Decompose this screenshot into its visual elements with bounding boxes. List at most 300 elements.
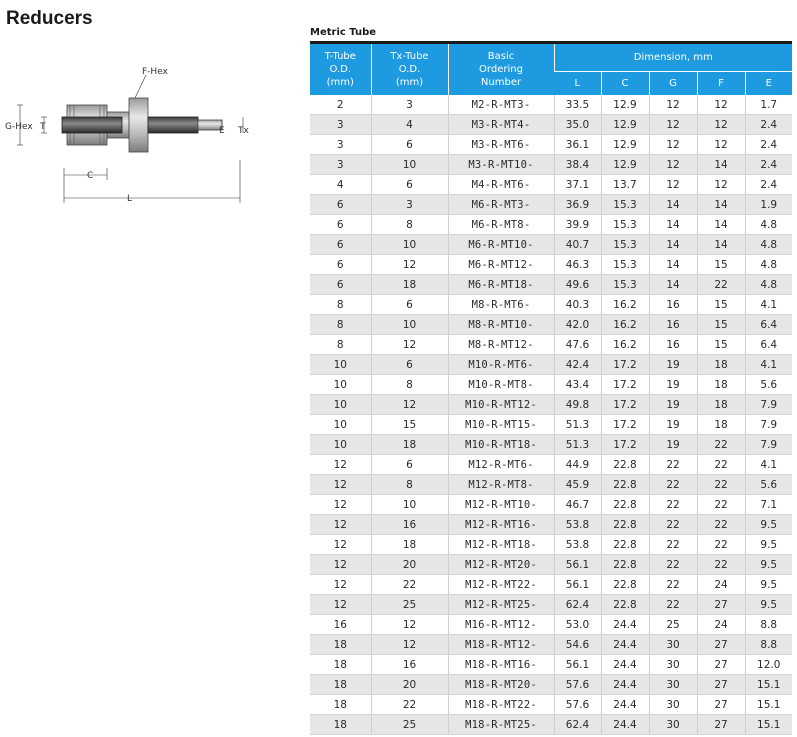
label-g-hex: G-Hex xyxy=(5,122,33,132)
label-l: L xyxy=(127,194,133,204)
label-t: T xyxy=(40,122,46,132)
cell-ordering-number: M10-R-MT6- xyxy=(448,355,554,375)
cell-dim-f: 12 xyxy=(697,95,745,115)
label-f-hex: F-Hex xyxy=(142,67,168,77)
cell-tx-tube-od: 4 xyxy=(371,115,448,135)
cell-dim-l: 44.9 xyxy=(554,455,601,475)
cell-t-tube-od: 16 xyxy=(310,615,371,635)
cell-ordering-number: M12-R-MT25- xyxy=(448,595,554,615)
cell-dim-l: 40.3 xyxy=(554,295,601,315)
cell-tx-tube-od: 18 xyxy=(371,535,448,555)
cell-dim-c: 15.3 xyxy=(601,195,649,215)
cell-dim-e: 4.1 xyxy=(745,295,792,315)
cell-dim-e: 9.5 xyxy=(745,595,792,615)
cell-dim-c: 22.8 xyxy=(601,595,649,615)
header-dim-c: C xyxy=(601,72,649,96)
header-t-tube: T-Tube O.D. (mm) xyxy=(310,44,371,95)
cell-tx-tube-od: 18 xyxy=(371,435,448,455)
cell-dim-c: 15.3 xyxy=(601,235,649,255)
cell-tx-tube-od: 10 xyxy=(371,155,448,175)
cell-dim-f: 27 xyxy=(697,655,745,675)
table-row xyxy=(310,635,792,655)
cell-t-tube-od: 18 xyxy=(310,635,371,655)
cell-t-tube-od: 6 xyxy=(310,255,371,275)
cell-tx-tube-od: 12 xyxy=(371,255,448,275)
cell-tx-tube-od: 12 xyxy=(371,635,448,655)
table-row xyxy=(310,175,792,195)
header-dim-f: F xyxy=(697,72,745,96)
cell-dim-e: 15.1 xyxy=(745,695,792,715)
cell-tx-tube-od: 8 xyxy=(371,215,448,235)
table-row xyxy=(310,235,792,255)
table-row xyxy=(310,415,792,435)
cell-dim-e: 4.1 xyxy=(745,355,792,375)
table-row xyxy=(310,615,792,635)
cell-t-tube-od: 6 xyxy=(310,195,371,215)
cell-tx-tube-od: 3 xyxy=(371,95,448,115)
cell-dim-c: 16.2 xyxy=(601,295,649,315)
cell-ordering-number: M8-R-MT10- xyxy=(448,315,554,335)
cell-dim-c: 22.8 xyxy=(601,555,649,575)
cell-dim-f: 12 xyxy=(697,135,745,155)
cell-dim-g: 12 xyxy=(649,175,697,195)
table-row xyxy=(310,515,792,535)
cell-dim-c: 15.3 xyxy=(601,255,649,275)
cell-dim-e: 2.4 xyxy=(745,115,792,135)
cell-dim-c: 15.3 xyxy=(601,215,649,235)
cell-tx-tube-od: 10 xyxy=(371,235,448,255)
cell-dim-g: 22 xyxy=(649,455,697,475)
cell-dim-c: 24.4 xyxy=(601,695,649,715)
table-row xyxy=(310,555,792,575)
cell-tx-tube-od: 22 xyxy=(371,575,448,595)
cell-dim-g: 14 xyxy=(649,195,697,215)
cell-dim-l: 40.7 xyxy=(554,235,601,255)
cell-t-tube-od: 10 xyxy=(310,415,371,435)
table-row xyxy=(310,455,792,475)
header-dimension: Dimension, mm xyxy=(554,44,792,72)
cell-dim-l: 56.1 xyxy=(554,555,601,575)
table-row xyxy=(310,715,792,735)
cell-t-tube-od: 10 xyxy=(310,435,371,455)
cell-dim-l: 49.6 xyxy=(554,275,601,295)
cell-dim-c: 12.9 xyxy=(601,95,649,115)
cell-dim-l: 36.1 xyxy=(554,135,601,155)
cell-dim-f: 22 xyxy=(697,535,745,555)
cell-tx-tube-od: 8 xyxy=(371,375,448,395)
cell-dim-g: 16 xyxy=(649,335,697,355)
header-ordering-number: Basic Ordering Number xyxy=(448,44,554,95)
cell-ordering-number: M2-R-MT3- xyxy=(448,95,554,115)
cell-dim-g: 30 xyxy=(649,635,697,655)
cell-dim-l: 33.5 xyxy=(554,95,601,115)
cell-dim-e: 9.5 xyxy=(745,535,792,555)
table-row xyxy=(310,395,792,415)
cell-dim-l: 51.3 xyxy=(554,435,601,455)
cell-dim-f: 22 xyxy=(697,475,745,495)
cell-dim-c: 22.8 xyxy=(601,575,649,595)
cell-tx-tube-od: 10 xyxy=(371,315,448,335)
cell-t-tube-od: 18 xyxy=(310,715,371,735)
cell-t-tube-od: 12 xyxy=(310,515,371,535)
table-row xyxy=(310,295,792,315)
cell-dim-g: 30 xyxy=(649,715,697,735)
cell-ordering-number: M10-R-MT12- xyxy=(448,395,554,415)
cell-dim-f: 22 xyxy=(697,455,745,475)
cell-dim-g: 22 xyxy=(649,475,697,495)
cell-ordering-number: M6-R-MT12- xyxy=(448,255,554,275)
cell-ordering-number: M3-R-MT6- xyxy=(448,135,554,155)
table-row xyxy=(310,215,792,235)
cell-dim-f: 22 xyxy=(697,555,745,575)
cell-dim-f: 24 xyxy=(697,575,745,595)
cell-dim-e: 2.4 xyxy=(745,175,792,195)
cell-dim-f: 22 xyxy=(697,515,745,535)
cell-t-tube-od: 12 xyxy=(310,575,371,595)
cell-dim-l: 38.4 xyxy=(554,155,601,175)
cell-dim-c: 17.2 xyxy=(601,355,649,375)
cell-dim-e: 4.1 xyxy=(745,455,792,475)
cell-dim-g: 14 xyxy=(649,235,697,255)
cell-ordering-number: M3-R-MT10- xyxy=(448,155,554,175)
cell-dim-e: 15.1 xyxy=(745,675,792,695)
cell-dim-l: 62.4 xyxy=(554,595,601,615)
table-row xyxy=(310,495,792,515)
cell-dim-e: 5.6 xyxy=(745,375,792,395)
table-row xyxy=(310,315,792,335)
cell-dim-c: 12.9 xyxy=(601,115,649,135)
cell-dim-e: 15.1 xyxy=(745,715,792,735)
cell-tx-tube-od: 15 xyxy=(371,415,448,435)
cell-tx-tube-od: 25 xyxy=(371,595,448,615)
cell-dim-e: 4.8 xyxy=(745,215,792,235)
cell-tx-tube-od: 16 xyxy=(371,655,448,675)
cell-dim-g: 19 xyxy=(649,375,697,395)
cell-dim-f: 22 xyxy=(697,435,745,455)
spec-table xyxy=(310,41,792,735)
cell-dim-f: 24 xyxy=(697,615,745,635)
cell-dim-c: 22.8 xyxy=(601,455,649,475)
cell-dim-e: 9.5 xyxy=(745,555,792,575)
table-row xyxy=(310,375,792,395)
cell-ordering-number: M12-R-MT8- xyxy=(448,475,554,495)
header-dim-e: E xyxy=(745,72,792,96)
cell-dim-c: 13.7 xyxy=(601,175,649,195)
cell-dim-g: 25 xyxy=(649,615,697,635)
cell-tx-tube-od: 12 xyxy=(371,395,448,415)
table-row xyxy=(310,95,792,115)
cell-dim-e: 8.8 xyxy=(745,635,792,655)
cell-dim-l: 37.1 xyxy=(554,175,601,195)
cell-tx-tube-od: 25 xyxy=(371,715,448,735)
cell-dim-g: 19 xyxy=(649,415,697,435)
cell-dim-c: 17.2 xyxy=(601,375,649,395)
cell-dim-f: 27 xyxy=(697,635,745,655)
label-e: E xyxy=(219,126,225,136)
cell-dim-f: 27 xyxy=(697,595,745,615)
cell-ordering-number: M12-R-MT10- xyxy=(448,495,554,515)
page-title: Reducers xyxy=(6,8,93,29)
cell-dim-g: 22 xyxy=(649,535,697,555)
cell-t-tube-od: 3 xyxy=(310,135,371,155)
cell-t-tube-od: 12 xyxy=(310,495,371,515)
cell-dim-f: 18 xyxy=(697,375,745,395)
cell-dim-f: 18 xyxy=(697,355,745,375)
cell-dim-l: 42.0 xyxy=(554,315,601,335)
cell-dim-e: 2.4 xyxy=(745,155,792,175)
cell-dim-e: 1.7 xyxy=(745,95,792,115)
cell-ordering-number: M18-R-MT22- xyxy=(448,695,554,715)
cell-dim-c: 22.8 xyxy=(601,515,649,535)
cell-dim-f: 15 xyxy=(697,335,745,355)
cell-ordering-number: M6-R-MT8- xyxy=(448,215,554,235)
cell-t-tube-od: 4 xyxy=(310,175,371,195)
table-row xyxy=(310,275,792,295)
cell-dim-f: 15 xyxy=(697,255,745,275)
table-row xyxy=(310,595,792,615)
cell-ordering-number: M12-R-MT20- xyxy=(448,555,554,575)
cell-dim-c: 17.2 xyxy=(601,395,649,415)
cell-ordering-number: M3-R-MT4- xyxy=(448,115,554,135)
header-tx-tube: Tx-Tube O.D. (mm) xyxy=(371,44,448,95)
table-row xyxy=(310,575,792,595)
label-tx: Tx xyxy=(238,126,249,136)
cell-ordering-number: M12-R-MT18- xyxy=(448,535,554,555)
cell-dim-g: 22 xyxy=(649,575,697,595)
cell-tx-tube-od: 18 xyxy=(371,275,448,295)
table-caption: Metric Tube xyxy=(310,27,377,38)
cell-dim-f: 15 xyxy=(697,315,745,335)
cell-dim-e: 8.8 xyxy=(745,615,792,635)
cell-dim-e: 5.6 xyxy=(745,475,792,495)
cell-dim-g: 12 xyxy=(649,135,697,155)
cell-dim-f: 27 xyxy=(697,675,745,695)
cell-dim-f: 14 xyxy=(697,215,745,235)
cell-ordering-number: M6-R-MT10- xyxy=(448,235,554,255)
cell-dim-g: 16 xyxy=(649,315,697,335)
cell-dim-g: 12 xyxy=(649,115,697,135)
cell-dim-g: 30 xyxy=(649,695,697,715)
cell-t-tube-od: 18 xyxy=(310,695,371,715)
cell-dim-c: 22.8 xyxy=(601,475,649,495)
table-row xyxy=(310,535,792,555)
cell-t-tube-od: 6 xyxy=(310,275,371,295)
cell-dim-c: 12.9 xyxy=(601,155,649,175)
cell-dim-e: 9.5 xyxy=(745,515,792,535)
cell-tx-tube-od: 12 xyxy=(371,335,448,355)
cell-dim-g: 22 xyxy=(649,555,697,575)
cell-dim-g: 22 xyxy=(649,595,697,615)
table-row xyxy=(310,195,792,215)
cell-dim-l: 53.8 xyxy=(554,535,601,555)
header-dim-l: L xyxy=(554,72,601,96)
cell-tx-tube-od: 12 xyxy=(371,615,448,635)
cell-tx-tube-od: 6 xyxy=(371,355,448,375)
cell-dim-g: 19 xyxy=(649,355,697,375)
cell-dim-f: 18 xyxy=(697,395,745,415)
cell-dim-l: 57.6 xyxy=(554,675,601,695)
cell-t-tube-od: 12 xyxy=(310,475,371,495)
cell-tx-tube-od: 22 xyxy=(371,695,448,715)
cell-dim-c: 12.9 xyxy=(601,135,649,155)
cell-dim-g: 30 xyxy=(649,675,697,695)
cell-t-tube-od: 3 xyxy=(310,155,371,175)
cell-dim-f: 18 xyxy=(697,415,745,435)
cell-tx-tube-od: 8 xyxy=(371,475,448,495)
cell-tx-tube-od: 20 xyxy=(371,675,448,695)
cell-tx-tube-od: 3 xyxy=(371,195,448,215)
cell-dim-l: 43.4 xyxy=(554,375,601,395)
cell-dim-f: 15 xyxy=(697,295,745,315)
cell-dim-f: 22 xyxy=(697,495,745,515)
cell-dim-e: 7.9 xyxy=(745,395,792,415)
cell-dim-e: 7.9 xyxy=(745,415,792,435)
cell-ordering-number: M8-R-MT6- xyxy=(448,295,554,315)
cell-dim-l: 46.7 xyxy=(554,495,601,515)
cell-tx-tube-od: 6 xyxy=(371,175,448,195)
cell-dim-f: 27 xyxy=(697,715,745,735)
cell-t-tube-od: 8 xyxy=(310,335,371,355)
cell-dim-l: 56.1 xyxy=(554,655,601,675)
cell-t-tube-od: 10 xyxy=(310,355,371,375)
table-row xyxy=(310,475,792,495)
cell-dim-l: 53.0 xyxy=(554,615,601,635)
cell-dim-g: 22 xyxy=(649,495,697,515)
cell-t-tube-od: 6 xyxy=(310,235,371,255)
table-row xyxy=(310,675,792,695)
cell-dim-e: 2.4 xyxy=(745,135,792,155)
cell-dim-f: 12 xyxy=(697,175,745,195)
cell-dim-g: 12 xyxy=(649,155,697,175)
cell-dim-c: 16.2 xyxy=(601,315,649,335)
cell-dim-c: 24.4 xyxy=(601,615,649,635)
cell-dim-f: 14 xyxy=(697,235,745,255)
cell-ordering-number: M12-R-MT22- xyxy=(448,575,554,595)
cell-dim-g: 22 xyxy=(649,515,697,535)
cell-dim-l: 42.4 xyxy=(554,355,601,375)
cell-dim-c: 24.4 xyxy=(601,635,649,655)
cell-t-tube-od: 8 xyxy=(310,315,371,335)
cell-dim-c: 22.8 xyxy=(601,495,649,515)
cell-t-tube-od: 18 xyxy=(310,655,371,675)
cell-dim-g: 12 xyxy=(649,95,697,115)
cell-ordering-number: M8-R-MT12- xyxy=(448,335,554,355)
cell-dim-g: 19 xyxy=(649,435,697,455)
cell-tx-tube-od: 16 xyxy=(371,515,448,535)
cell-dim-g: 14 xyxy=(649,255,697,275)
cell-t-tube-od: 8 xyxy=(310,295,371,315)
cell-tx-tube-od: 6 xyxy=(371,135,448,155)
cell-dim-g: 14 xyxy=(649,215,697,235)
table-row xyxy=(310,155,792,175)
cell-dim-c: 17.2 xyxy=(601,415,649,435)
cell-dim-l: 47.6 xyxy=(554,335,601,355)
cell-ordering-number: M10-R-MT8- xyxy=(448,375,554,395)
cell-dim-g: 19 xyxy=(649,395,697,415)
cell-t-tube-od: 12 xyxy=(310,535,371,555)
header-dim-g: G xyxy=(649,72,697,96)
cell-t-tube-od: 10 xyxy=(310,375,371,395)
cell-t-tube-od: 12 xyxy=(310,595,371,615)
cell-dim-e: 4.8 xyxy=(745,235,792,255)
cell-t-tube-od: 12 xyxy=(310,555,371,575)
cell-tx-tube-od: 10 xyxy=(371,495,448,515)
cell-dim-c: 24.4 xyxy=(601,715,649,735)
table-row xyxy=(310,355,792,375)
cell-t-tube-od: 6 xyxy=(310,215,371,235)
table-row xyxy=(310,695,792,715)
cell-t-tube-od: 18 xyxy=(310,675,371,695)
cell-dim-l: 46.3 xyxy=(554,255,601,275)
cell-dim-c: 16.2 xyxy=(601,335,649,355)
cell-dim-e: 7.1 xyxy=(745,495,792,515)
cell-dim-f: 14 xyxy=(697,195,745,215)
cell-dim-l: 39.9 xyxy=(554,215,601,235)
cell-dim-c: 15.3 xyxy=(601,275,649,295)
cell-dim-l: 57.6 xyxy=(554,695,601,715)
cell-ordering-number: M12-R-MT16- xyxy=(448,515,554,535)
cell-dim-f: 22 xyxy=(697,275,745,295)
cell-dim-l: 56.1 xyxy=(554,575,601,595)
cell-ordering-number: M4-R-MT6- xyxy=(448,175,554,195)
cell-ordering-number: M12-R-MT6- xyxy=(448,455,554,475)
label-c: C xyxy=(87,171,94,181)
cell-dim-g: 14 xyxy=(649,275,697,295)
table-row xyxy=(310,115,792,135)
cell-t-tube-od: 3 xyxy=(310,115,371,135)
cell-dim-e: 12.0 xyxy=(745,655,792,675)
cell-ordering-number: M18-R-MT12- xyxy=(448,635,554,655)
cell-tx-tube-od: 6 xyxy=(371,295,448,315)
cell-dim-c: 24.4 xyxy=(601,655,649,675)
cell-dim-e: 6.4 xyxy=(745,315,792,335)
cell-dim-e: 6.4 xyxy=(745,335,792,355)
cell-dim-l: 49.8 xyxy=(554,395,601,415)
cell-dim-l: 36.9 xyxy=(554,195,601,215)
cell-dim-f: 14 xyxy=(697,155,745,175)
cell-dim-l: 45.9 xyxy=(554,475,601,495)
cell-dim-g: 16 xyxy=(649,295,697,315)
cell-dim-e: 4.8 xyxy=(745,275,792,295)
cell-dim-l: 35.0 xyxy=(554,115,601,135)
cell-ordering-number: M6-R-MT3- xyxy=(448,195,554,215)
table-row xyxy=(310,135,792,155)
table-row xyxy=(310,655,792,675)
cell-ordering-number: M18-R-MT25- xyxy=(448,715,554,735)
cell-ordering-number: M16-R-MT12- xyxy=(448,615,554,635)
cell-dim-g: 30 xyxy=(649,655,697,675)
cell-dim-f: 27 xyxy=(697,695,745,715)
cell-dim-f: 12 xyxy=(697,115,745,135)
cell-dim-e: 7.9 xyxy=(745,435,792,455)
table-row xyxy=(310,335,792,355)
cell-t-tube-od: 12 xyxy=(310,455,371,475)
cell-ordering-number: M6-R-MT18- xyxy=(448,275,554,295)
cell-dim-c: 22.8 xyxy=(601,535,649,555)
cell-ordering-number: M10-R-MT15- xyxy=(448,415,554,435)
table-body xyxy=(310,95,792,735)
cell-dim-l: 62.4 xyxy=(554,715,601,735)
cell-dim-e: 9.5 xyxy=(745,575,792,595)
cell-dim-l: 53.8 xyxy=(554,515,601,535)
cell-tx-tube-od: 6 xyxy=(371,455,448,475)
cell-dim-l: 54.6 xyxy=(554,635,601,655)
cell-dim-e: 1.9 xyxy=(745,195,792,215)
cell-ordering-number: M18-R-MT20- xyxy=(448,675,554,695)
cell-t-tube-od: 2 xyxy=(310,95,371,115)
cell-t-tube-od: 10 xyxy=(310,395,371,415)
reducer-diagram xyxy=(0,60,260,210)
